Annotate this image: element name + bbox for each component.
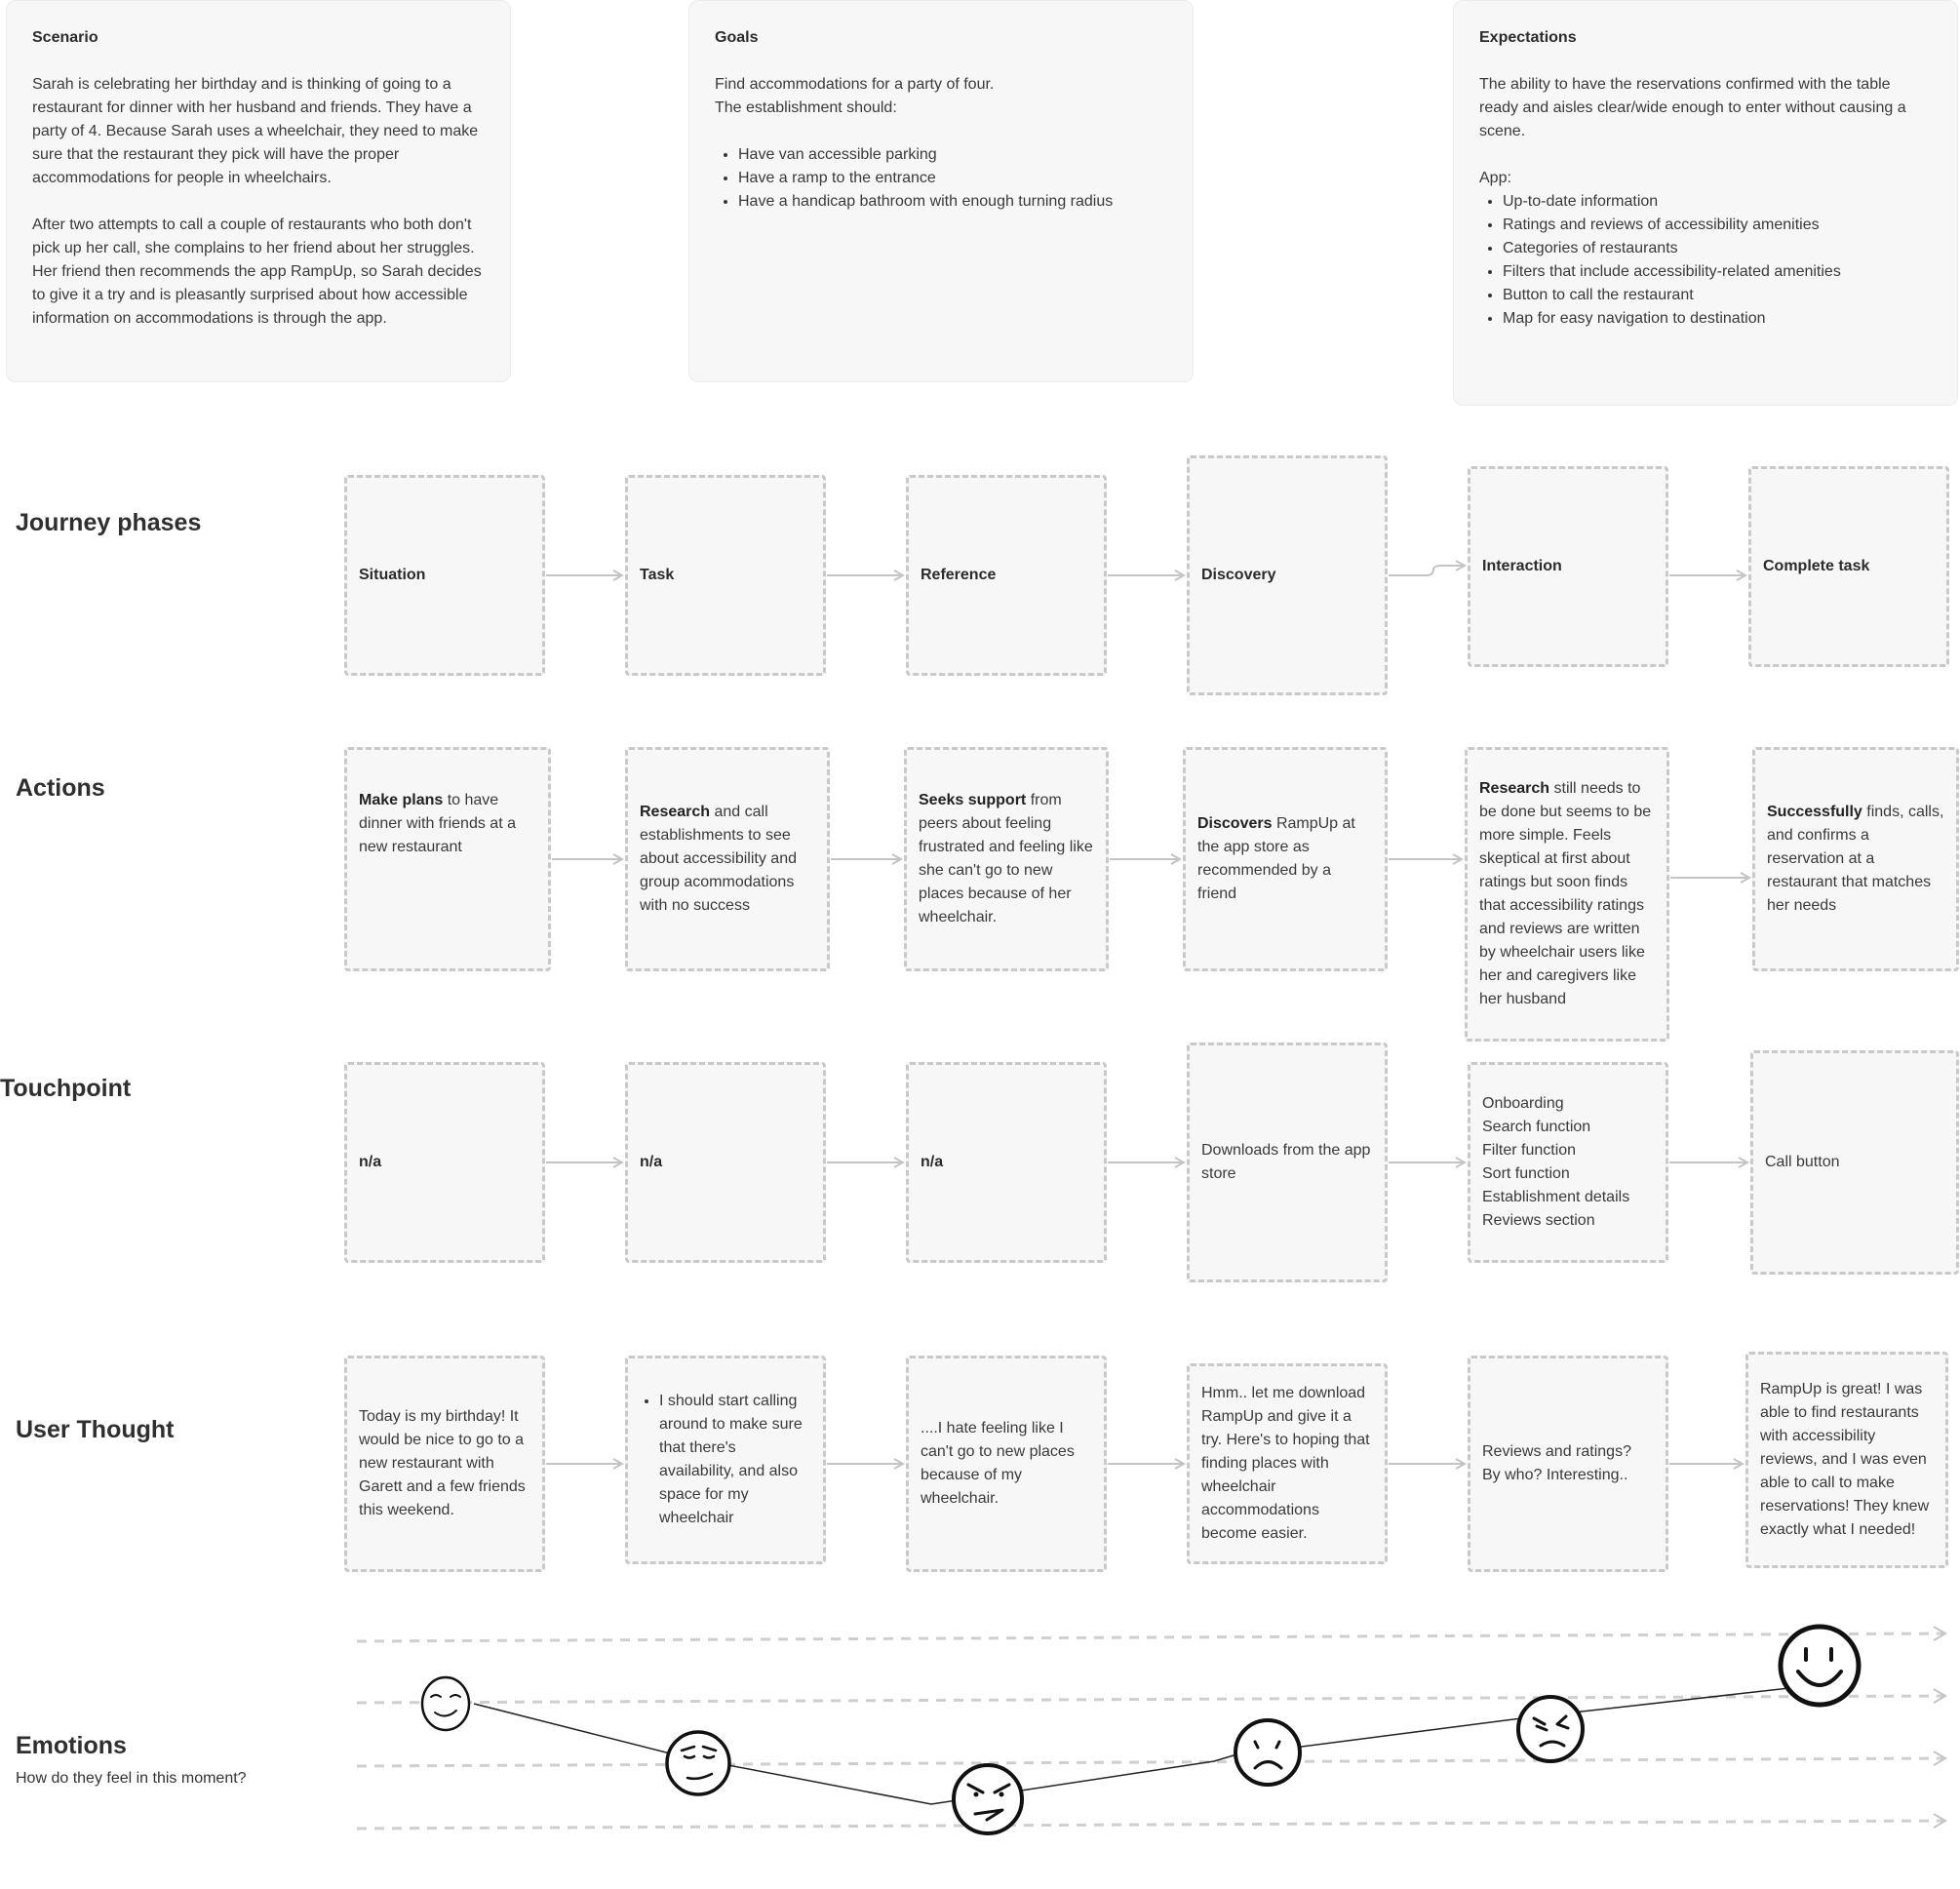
touchpoint-item: Onboarding	[1482, 1095, 1564, 1112]
goals-item: • Have a handicap bathroom with enough turning radius	[738, 190, 1167, 214]
thought-text: RampUp is great! I was able to find restaurants with accessibility reviews, and I was even able to call to make reservations! They knew exactly what I needed!	[1760, 1381, 1930, 1538]
touchpoint-item: Reviews section	[1482, 1212, 1595, 1229]
touchpoint-text: Downloads from the app store	[1201, 1142, 1371, 1182]
touchpoint-item: Establishment details	[1482, 1189, 1630, 1205]
action-text: and call establishments to see about accessibility and group acommodations with no success	[640, 804, 797, 914]
thought-text: Today is my birthday! It would be nice to go to a new restaurant with Garett and a few friends this weekend.	[359, 1408, 526, 1518]
curious-face-icon	[1518, 1697, 1583, 1761]
goals-line-1: Find accommodations for a party of four.	[715, 76, 995, 93]
goals-item: • Have van accessible parking	[738, 143, 1167, 167]
touchpoint-item: Search function	[1482, 1119, 1591, 1135]
action-text: from peers about feeling frustrated and feeling like she can't go to new places because of her wheelchair.	[919, 792, 1093, 925]
goals-title: Goals	[715, 29, 759, 46]
phase-discovery: Discovery	[1187, 455, 1388, 695]
scenario-paragraph-2: After two attempts to call a couple of restaurants who both don't pick up her call, she complains to her friend about her struggles. Her friend then recommends the app RampUp, so Sarah decides to give it a try and is pleasantly surprised about how accessible information on accommodations is through the app.	[32, 216, 482, 327]
touchpoint-text: Call button	[1765, 1154, 1840, 1170]
skeptical-face-icon	[667, 1732, 729, 1794]
action-text: finds, calls, and confirms a reservation at a restaurant that matches her needs	[1767, 804, 1944, 914]
expectations-item: • Filters that include accessibility-related amenities	[1503, 260, 1932, 284]
journey-phases-label: Journey phases	[16, 509, 202, 536]
phase-arrow	[1389, 566, 1465, 575]
phase-interaction: Interaction	[1468, 466, 1668, 667]
emotion-track-line	[357, 1758, 1945, 1766]
content-face-icon	[422, 1677, 469, 1730]
scenario-paragraph-1: Sarah is celebrating her birthday and is thinking of going to a restaurant for dinner with her husband and friends. They have a party of 4. Because Sarah uses a wheelchair, they need to make sure that the restaurant they pick will have the proper accommodations for people in wheelchairs.	[32, 76, 479, 186]
action-bold: Discovers	[1197, 815, 1273, 832]
phase-complete-task: Complete task	[1748, 466, 1949, 667]
goals-line-2: The establishment should:	[715, 99, 897, 116]
expectations-item: • Button to call the restaurant	[1503, 284, 1932, 307]
sad-face-icon	[1235, 1720, 1300, 1785]
expectations-item: • Categories of restaurants	[1503, 237, 1932, 260]
expectations-item: • Up-to-date information	[1503, 190, 1932, 214]
thought-text: Reviews and ratings? By who? Interesting..	[1482, 1443, 1631, 1483]
frustrated-face-icon	[954, 1765, 1022, 1833]
expectations-item: • Ratings and reviews of accessibility amenities	[1503, 214, 1932, 237]
user-thought-label: User Thought	[16, 1416, 175, 1443]
expectations-item: • Map for easy navigation to destination	[1503, 307, 1932, 331]
thought-text: • I should start calling around to make sure that there's availability, and also space for my wheelchair	[659, 1390, 811, 1530]
action-bold: Make plans	[359, 792, 444, 808]
phase-task: Task	[625, 475, 826, 676]
action-text: RampUp at the app store as recommended by a friend	[1197, 815, 1355, 902]
actions-label: Actions	[16, 774, 105, 802]
action-text: still needs to be done but seems to be more simple. Feels skeptical at first about ratings but soon finds that accessibility ratings and reviews are written by wheelchair users like her and caregivers like her husband	[1479, 780, 1652, 1007]
thought-text: ....I hate feeling like I can't go to new places because of my wheelchair.	[921, 1420, 1075, 1507]
phase-situation: Situation	[344, 475, 545, 676]
emotion-track-line	[357, 1821, 1945, 1829]
emotions-label: Emotions	[16, 1732, 127, 1759]
touchpoint-task: n/a	[625, 1062, 826, 1263]
expectations-paragraph: The ability to have the reservations confirmed with the table ready and aisles clear/wide enough to enter without causing a scene.	[1479, 76, 1906, 139]
action-bold: Successfully	[1767, 804, 1862, 820]
expectations-app-label: App:	[1479, 170, 1511, 186]
action-text: to have dinner with friends at a new restaurant	[359, 792, 516, 855]
action-bold: Research	[640, 804, 711, 820]
expectations-title: Expectations	[1479, 29, 1577, 46]
touchpoint-reference: n/a	[906, 1062, 1107, 1263]
scenario-title: Scenario	[32, 29, 98, 46]
phase-reference: Reference	[906, 475, 1107, 676]
touchpoint-situation: n/a	[344, 1062, 545, 1263]
touchpoint-label: Touchpoint	[0, 1075, 132, 1102]
touchpoint-item: Sort function	[1482, 1165, 1570, 1182]
goals-item: • Have a ramp to the entrance	[738, 167, 1167, 190]
emotions-sublabel: How do they feel in this moment?	[16, 1770, 247, 1787]
action-bold: Research	[1479, 780, 1550, 797]
touchpoint-item: Filter function	[1482, 1142, 1577, 1159]
emotion-track-line	[357, 1633, 1945, 1641]
thought-text: Hmm.. let me download RampUp and give it a try. Here's to hoping that finding places with wheelchair accommodations become easier.	[1201, 1385, 1370, 1542]
happy-face-icon	[1781, 1627, 1859, 1705]
action-bold: Seeks support	[919, 792, 1027, 808]
